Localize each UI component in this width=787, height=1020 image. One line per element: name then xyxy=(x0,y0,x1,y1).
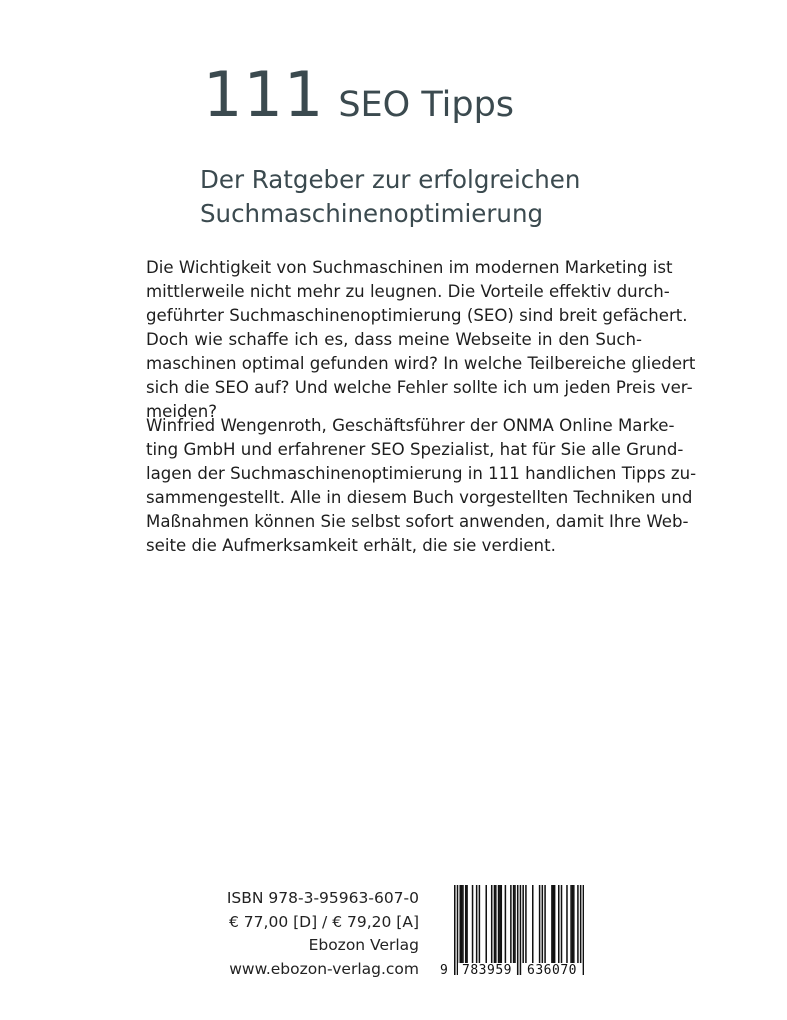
barcode-first-digit: 9 xyxy=(440,963,448,978)
text-line: mittlerweile nicht mehr zu leugnen. Die Vorteile effektiv durch- xyxy=(146,282,670,301)
barcode-left-group: 783959 xyxy=(458,963,516,978)
title-number: 111 xyxy=(203,58,325,131)
title-text: SEO Tipps xyxy=(338,85,515,125)
barcode-bar xyxy=(539,885,541,965)
barcode-bar xyxy=(558,885,560,965)
text-line: Maßnahmen können Sie selbst sofort anwenden, damit Ihre Web- xyxy=(146,512,689,531)
barcode-bar xyxy=(577,885,579,965)
barcode-bar xyxy=(479,885,481,965)
description-paragraph-1 xyxy=(146,256,696,424)
subtitle-line: Der Ratgeber zur erfolgreichen xyxy=(200,165,581,194)
barcode-bar xyxy=(465,885,467,965)
barcode-bar xyxy=(553,885,555,965)
barcode-bar xyxy=(491,885,493,965)
book-subtitle xyxy=(200,163,660,231)
isbn-barcode xyxy=(440,885,590,987)
barcode-bar xyxy=(472,885,474,965)
barcode-bar xyxy=(485,885,487,965)
barcode-bar xyxy=(462,885,464,965)
barcode-bar xyxy=(573,885,575,965)
barcode-bar xyxy=(561,885,563,965)
text-line: Doch wie schaffe ich es, dass meine Webseite in den Such- xyxy=(146,330,642,349)
publisher-website: www.ebozon-verlag.com xyxy=(229,959,419,978)
barcode-digits xyxy=(440,960,590,984)
text-line: lagen der Suchmaschinenoptimierung in 111 handlichen Tipps zu- xyxy=(146,464,697,483)
text-line: ting GmbH und erfahrener SEO Spezialist, hat für Sie alle Grund- xyxy=(146,440,684,459)
barcode-bar xyxy=(551,885,553,965)
barcode-right-group: 636070 xyxy=(522,963,582,978)
barcode-bar xyxy=(505,885,507,965)
isbn-text: ISBN 978-3-95963-607-0 xyxy=(226,889,419,907)
barcode-bar xyxy=(499,885,501,965)
text-line: seite die Aufmerksamkeit erhält, die sie verdient. xyxy=(146,536,556,555)
barcode-bar xyxy=(501,885,503,965)
barcode-bar xyxy=(510,885,512,965)
barcode-bar xyxy=(494,885,496,965)
barcode-bar xyxy=(544,885,546,965)
barcode-bar xyxy=(566,885,568,965)
description-paragraph-2 xyxy=(146,414,697,558)
text-line: maschinen optimal gefunden wird? In welche Teilbereiche gliedert xyxy=(146,354,696,373)
subtitle-line: Suchmaschinenoptimierung xyxy=(200,199,544,228)
barcode-bar xyxy=(554,885,556,965)
barcode-bar xyxy=(542,885,544,965)
barcode-bar xyxy=(498,885,500,965)
text-line: sammengestellt. Alle in diesem Buch vorgestellten Techniken und xyxy=(146,488,693,507)
barcode-bar xyxy=(532,885,534,965)
book-title xyxy=(203,58,514,131)
barcode-bar xyxy=(466,885,468,965)
barcode-bar xyxy=(461,885,463,965)
barcode-bar xyxy=(570,885,572,965)
imprint-block xyxy=(227,887,419,981)
barcode-bar xyxy=(513,885,515,965)
text-line: Die Wichtigkeit von Suchmaschinen im modernen Marketing ist xyxy=(146,258,673,277)
barcode-bar xyxy=(514,885,516,965)
price-text: € 77,00 [D] / € 79,20 [A] xyxy=(229,912,419,931)
barcode-bar xyxy=(495,885,497,965)
publisher-name: Ebozon Verlag xyxy=(308,936,419,954)
text-line: Winfried Wengenroth, Geschäftsführer der ONMA Online Marke- xyxy=(146,416,675,435)
barcode-bar xyxy=(459,885,461,965)
text-line: meiden? xyxy=(146,402,218,421)
barcode-bar xyxy=(572,885,574,965)
barcode-bar xyxy=(522,885,524,965)
text-line: sich die SEO auf? Und welche Fehler sollte ich um jeden Preis ver- xyxy=(146,378,693,397)
barcode-bar xyxy=(476,885,478,965)
barcode-bar xyxy=(525,885,527,965)
text-line: geführter Suchmaschinenoptimierung (SEO) sind breit gefächert. xyxy=(146,306,688,325)
